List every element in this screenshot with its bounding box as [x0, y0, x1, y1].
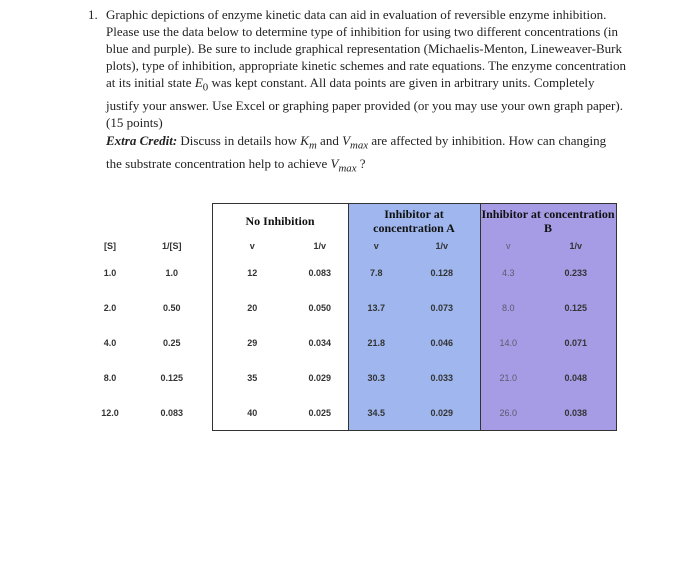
cell-v-b: 8.0	[480, 290, 536, 325]
cell-inv-s: 0.50	[162, 302, 181, 313]
question-text: Graphic depictions of enzyme kinetic data can aid in evaluation of reversible enzyme inhibition. Please use the data below to determine type of inhibition for using two different concentrations (in blue and purple). Be sure to include graphical representation (Michaelis-Menton, Lineweaver-Burk plots), type of inhibition, appropriate kinetic schemes and rate equations. The enzyme concentration at its initial state $E_0$ was kept constant. All data points are given in arbitrary units. Completely justify your answer. Use Excel or graphing paper provided (or you may use your own graph paper). (15 points)	[106, 7, 626, 131]
cell-v-none: 20	[212, 290, 292, 325]
cell-v-none: 12	[212, 255, 292, 290]
cell-inv-v-b: 0.038	[536, 395, 616, 431]
cell-inv-v-b: 0.125	[536, 290, 616, 325]
cell-s: 12.0	[101, 407, 119, 418]
col-header-inv-s: 1/[S]	[161, 241, 182, 251]
cell-inv-v-none: 0.050	[292, 290, 348, 325]
cell-v-a: 34.5	[348, 395, 404, 431]
table-row	[88, 255, 616, 290]
cell-inv-v-none: 0.034	[292, 325, 348, 360]
cell-v-a: 30.3	[348, 360, 404, 395]
cell-v-a: 7.8	[348, 255, 404, 290]
group-inhibitor-a: Inhibitor at concentration A	[348, 204, 480, 238]
col-header-inv-v-none: 1/v	[292, 237, 348, 255]
col-header-v-a: v	[348, 237, 404, 255]
extra-credit	[106, 132, 616, 177]
cell-s: 4.0	[103, 337, 117, 348]
cell-inv-s: 0.25	[162, 337, 181, 348]
cell-inv-v-none: 0.025	[292, 395, 348, 431]
cell-v-none: 40	[212, 395, 292, 431]
group-no-inhibition: No Inhibition	[212, 204, 348, 238]
table-row	[88, 290, 616, 325]
cell-v-a: 13.7	[348, 290, 404, 325]
cell-inv-v-none: 0.029	[292, 360, 348, 395]
cell-v-none: 35	[212, 360, 292, 395]
cell-inv-v-b: 0.071	[536, 325, 616, 360]
cell-v-b: 21.0	[480, 360, 536, 395]
group-inhibitor-b: Inhibitor at concentration B	[480, 204, 616, 238]
extra-credit-label: Extra Credit:	[106, 133, 178, 148]
col-header-inv-v-a: 1/v	[404, 237, 480, 255]
cell-v-b: 4.3	[480, 255, 536, 290]
cell-inv-s: 0.125	[160, 372, 184, 383]
cell-inv-v-a: 0.128	[404, 255, 480, 290]
cell-v-b: 14.0	[480, 325, 536, 360]
col-header-inv-v-b: 1/v	[536, 237, 616, 255]
col-header-v-none: v	[212, 237, 292, 255]
col-header-v-b: v	[480, 237, 536, 255]
cell-inv-v-b: 0.233	[536, 255, 616, 290]
cell-inv-v-a: 0.073	[404, 290, 480, 325]
extra-credit-text: Discuss in details how $K_m$ and $V_{max}$ are affected by inhibition. How can changing the substrate concentration help to achieve $V_{max}$ ?	[106, 133, 607, 175]
cell-v-a: 21.8	[348, 325, 404, 360]
cell-inv-v-none: 0.083	[292, 255, 348, 290]
cell-inv-v-a: 0.029	[404, 395, 480, 431]
cell-inv-s: 0.083	[160, 407, 184, 418]
question-1	[88, 6, 626, 131]
cell-inv-v-a: 0.033	[404, 360, 480, 395]
cell-s: 1.0	[103, 267, 117, 278]
cell-v-none: 29	[212, 325, 292, 360]
cell-inv-v-b: 0.048	[536, 360, 616, 395]
kinetics-table	[88, 203, 617, 431]
cell-s: 2.0	[103, 302, 117, 313]
col-header-s: [S]	[104, 241, 116, 251]
cell-s: 8.0	[103, 372, 117, 383]
cell-inv-s: 1.0	[165, 267, 178, 278]
table-row	[88, 395, 616, 431]
table-row	[88, 360, 616, 395]
table-row	[88, 325, 616, 360]
cell-inv-v-a: 0.046	[404, 325, 480, 360]
cell-v-b: 26.0	[480, 395, 536, 431]
question-number: 1.	[88, 7, 98, 22]
